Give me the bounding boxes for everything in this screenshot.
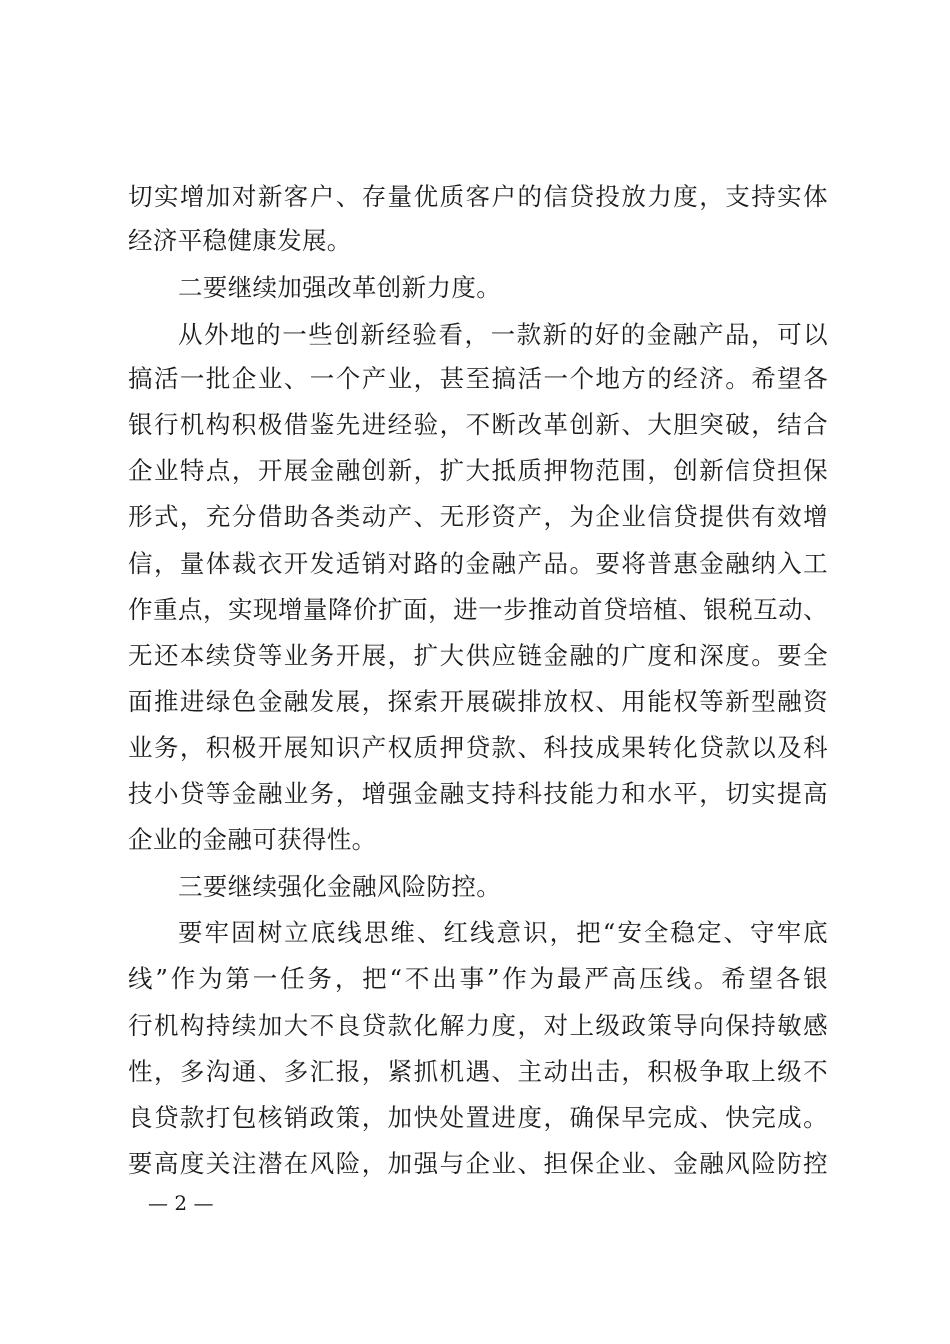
text-line-22: 要高度关注潜在风险，加强与企业、担保企业、金融风险防控 [128, 1149, 828, 1178]
text-line-10: 作重点，实现增量降价扩面，进一步推动首贷培植、银税互动、 [128, 595, 828, 624]
page-number: — 2 — [148, 1191, 214, 1215]
text-line-7: 企业特点，开展金融创新，扩大抵质押物范围，创新信贷担保 [128, 456, 828, 485]
text-line-14: 技小贷等金融业务，增强金融支持科技能力和水平，切实提高 [128, 779, 828, 808]
section-heading-2: 二要继续加强改革创新力度。 [178, 273, 502, 302]
text-line-2: 经济平稳健康发展。 [128, 226, 352, 255]
text-line-19: 行机构持续加大不良贷款化解力度，对上级政策导向保持敏感 [128, 1011, 828, 1040]
section-heading-3: 三要继续强化金融风险防控。 [178, 872, 502, 901]
text-line-9: 信，量体裁衣开发适销对路的金融产品。要将普惠金融纳入工 [128, 549, 828, 578]
text-line-12: 面推进绿色金融发展，探索开展碳排放权、用能权等新型融资 [128, 687, 828, 716]
text-line-18: 线”作为第一任务，把“不出事”作为最严高压线。希望各银 [128, 964, 828, 993]
text-line-13: 业务，积极开展知识产权质押贷款、科技成果转化贷款以及科 [128, 733, 828, 762]
text-line-8: 形式，充分借助各类动产、无形资产，为企业信贷提供有效增 [128, 502, 828, 531]
text-line-4: 从外地的一些创新经验看，一款新的好的金融产品，可以 [178, 320, 828, 349]
text-line-15: 企业的金融可获得性。 [128, 825, 377, 854]
text-line-17: 要牢固树立底线思维、红线意识，把“安全稳定、守牢底 [178, 918, 828, 947]
text-line-5: 搞活一批企业、一个产业，甚至搞活一个地方的经济。希望各 [128, 364, 828, 393]
text-line-1: 切实增加对新客户、存量优质客户的信贷投放力度，支持实体 [128, 182, 828, 211]
text-line-11: 无还本续贷等业务开展，扩大供应链金融的广度和深度。要全 [128, 641, 828, 670]
text-line-21: 良贷款打包核销政策，加快处置进度，确保早完成、快完成。 [128, 1103, 828, 1132]
text-line-6: 银行机构积极借鉴先进经验，不断改革创新、大胆突破，结合 [128, 410, 828, 439]
text-line-20: 性，多沟通、多汇报，紧抓机遇、主动出击，积极争取上级不 [128, 1057, 828, 1086]
